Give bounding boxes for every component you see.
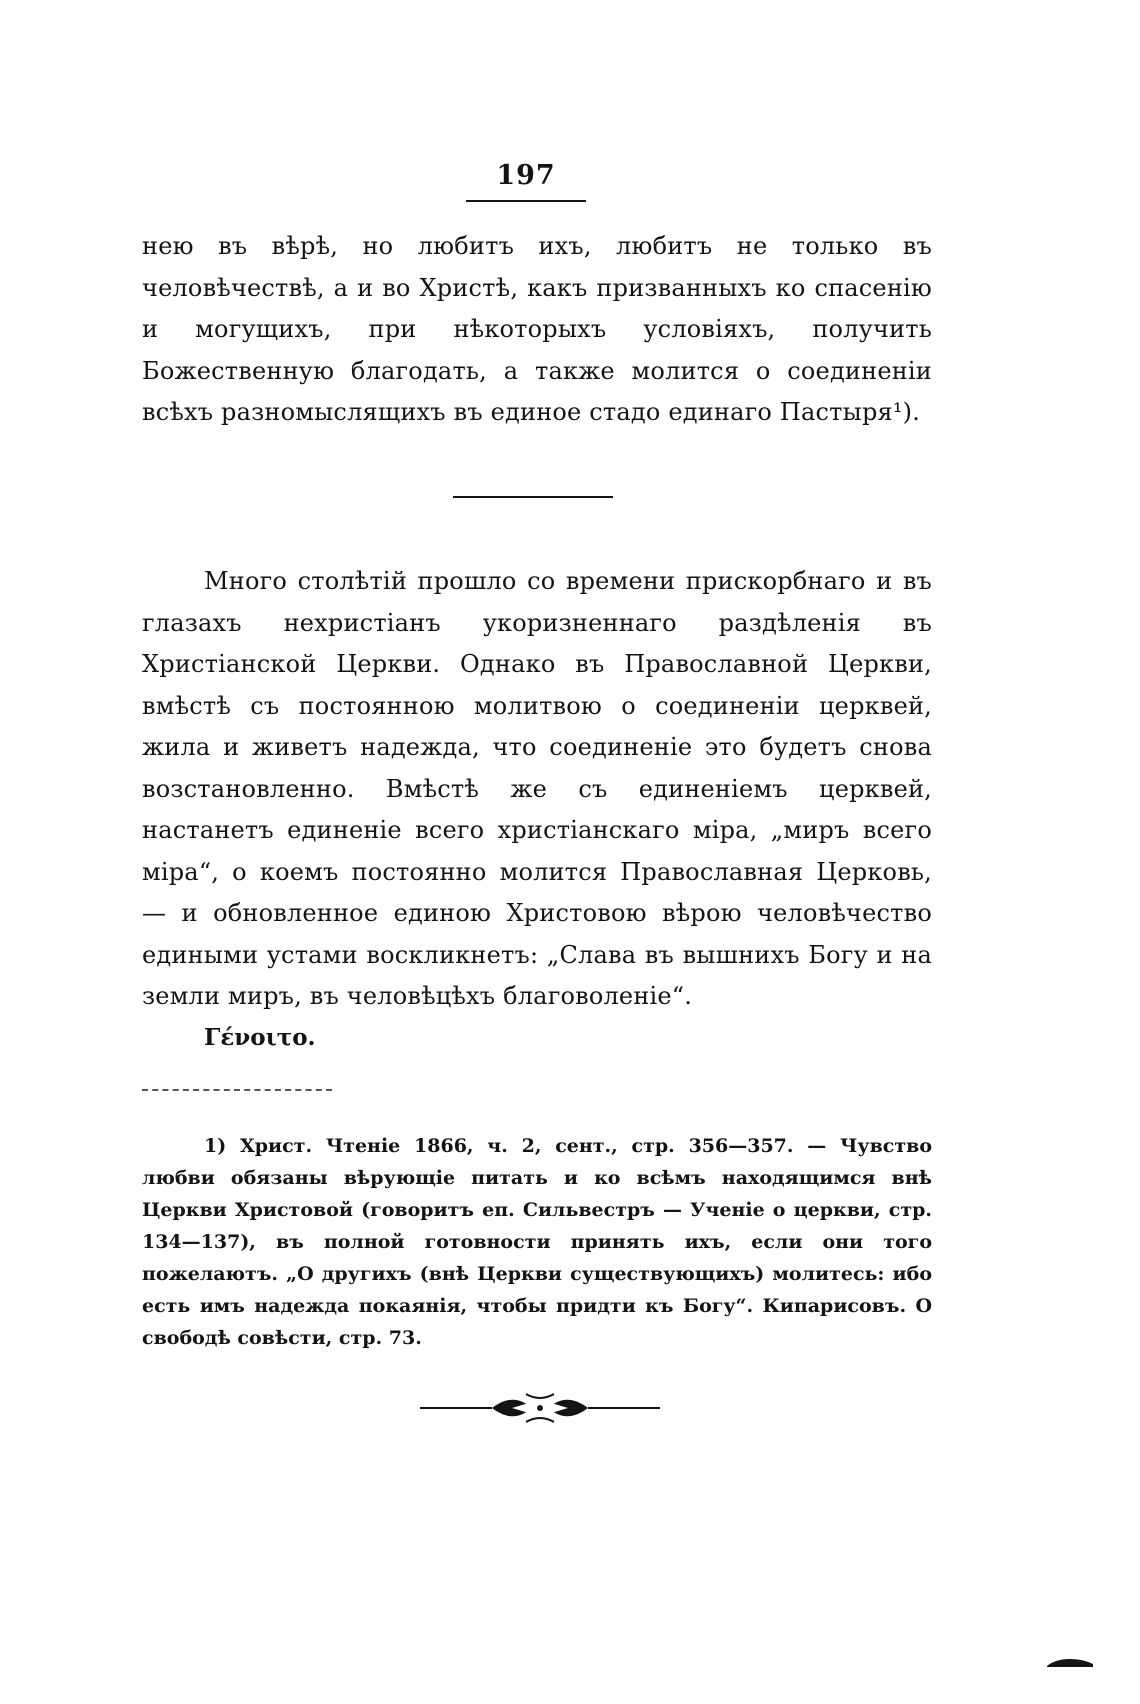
footnote: 1) Христ. Чтеніе 1866, ч. 2, сент., стр. 356—357. — Чувство любви обязаны вѣрующіе питать и ко всѣмъ находящимся внѣ Церкви Христовой (говоритъ еп. Сильвестръ — Ученіе о церкви, стр. 134—137), въ полной готовности принять ихъ, если они того пожелаютъ. „О другихъ (внѣ Церкви существующихъ) молитесь: ибо есть имъ надежда покаянія, чтобы придти къ Богу“. Кипарисовъ. О свободѣ совѣсти, стр. 73. [142, 1135, 932, 1349]
paragraph-conclusion: Много столѣтій прошло со времени прискорбнаго и въ глазахъ нехристіанъ укоризненнаго раздѣленія въ Христіанской Церкви. Однако въ Православной Церкви, вмѣстѣ съ постоянною молитвою о соединеніи церквей, жила и живетъ надежда, что соединеніе это будетъ снова возстановленно. Вмѣстѣ же съ единеніемъ церквей, настанетъ единеніе всего христіанскаго міра, „миръ всего міра“, о коемъ постоянно молится Православная Церковь, — и обновленное единою Христовою вѣрою человѣчество едиными устами воскликнетъ: „Слава въ вышнихъ Богу и на земли миръ, въ человѣцѣхъ благоволеніе“. [142, 567, 932, 1010]
signoff: Γένοιτο. [204, 1024, 316, 1051]
paragraph-continuation: нею въ вѣрѣ, но любитъ ихъ, любитъ не только въ человѣчествѣ, а и во Христѣ, какъ призванныхъ ко спасенію и могущихъ, при нѣкоторыхъ условіяхъ, получить Божественную благодать, а также молится о соединеніи всѣхъ разномыслящихъ въ единое стадо единаго Пастыря¹). [142, 232, 932, 426]
page-number: 197 [496, 160, 556, 191]
edge-mark [1045, 1654, 1095, 1670]
footnote-separator [142, 1089, 332, 1091]
section-divider [453, 496, 613, 498]
end-ornament [420, 1388, 660, 1428]
page-number-rule [466, 200, 586, 202]
